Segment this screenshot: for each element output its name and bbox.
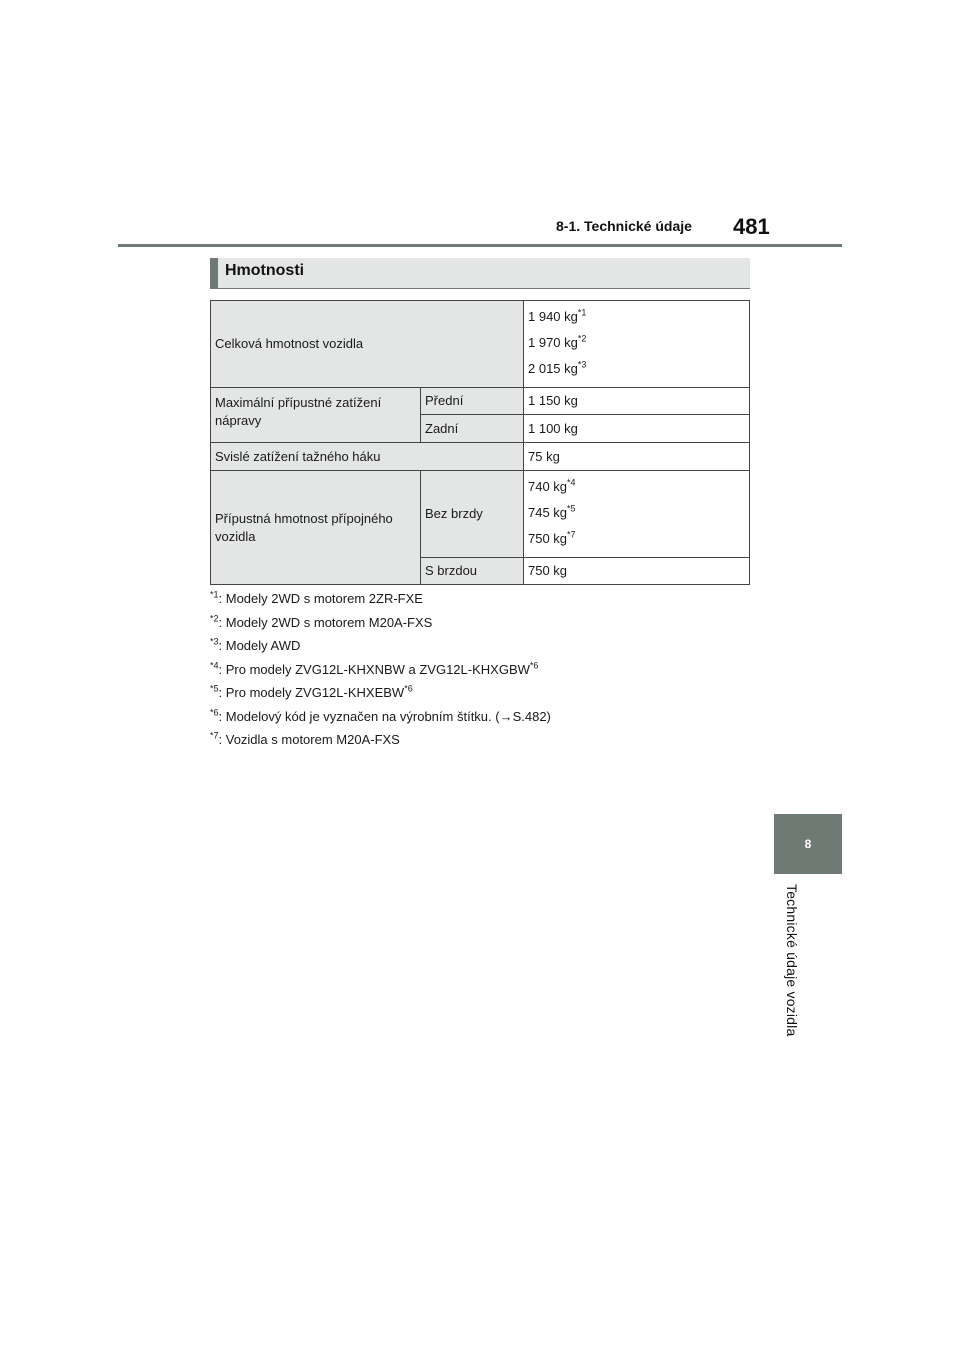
section-heading — [210, 258, 750, 289]
footnote: $^{*3}$: Modely AWD — [210, 636, 301, 653]
footnote: $^{*6}$: Modelový kód je vyznačen na výrobním štítku. (→S.482) — [210, 707, 551, 724]
header-divider — [118, 244, 842, 247]
total-weight-values — [524, 301, 750, 388]
section-title: Hmotnosti — [225, 262, 305, 279]
table-row — [211, 301, 750, 388]
footnote: $^{*2}$: Modely 2WD s motorem M20A-FXS — [210, 613, 433, 630]
trailer-brake-value: 750 kg — [524, 558, 750, 585]
value-line: 740 $kg^{*4}$ — [528, 477, 576, 494]
axle-front-value: 1 150 kg — [524, 388, 750, 415]
trailer-brake-label: S brzdou — [421, 558, 524, 585]
hitch-value: 75 kg — [524, 443, 750, 471]
value-line: 750 $kg^{*7}$ — [528, 529, 576, 546]
running-header-section: 8-1. Technické údaje — [556, 218, 692, 234]
table-row — [211, 388, 750, 415]
value-line: 745 $kg^{*5}$ — [528, 503, 576, 520]
chapter-side-label: Technické údaje vozidla — [784, 884, 800, 1037]
hitch-label: Svislé zatížení tažného háku — [211, 443, 524, 471]
value-line: 1 970 $kg^{*2}$ — [528, 333, 587, 350]
total-weight-label: Celková hmotnost vozidla — [211, 301, 524, 388]
footnote: $^{*4}$: Pro modely ZVG12L-KHXNBW a ZVG12L-KHXGBW$^{*6}$ — [210, 660, 539, 677]
trailer-nobrake-values — [524, 471, 750, 558]
footnote: $^{*5}$: Pro modely ZVG12L-KHXEBW$^{*6}$ — [210, 683, 413, 700]
axle-rear-label: Zadní — [421, 415, 524, 443]
axle-front-label: Přední — [421, 388, 524, 415]
page-number: 481 — [733, 214, 770, 239]
chapter-tab — [774, 814, 842, 874]
chapter-number: 8 — [804, 837, 812, 851]
trailer-label: Přípustná hmotnost přípojného vozidla — [211, 471, 421, 585]
value-line: 1 940 $kg^{*1}$ — [528, 307, 587, 324]
table-row — [211, 471, 750, 558]
table-row — [211, 443, 750, 471]
footnote: $^{*1}$: Modely 2WD s motorem 2ZR-FXE — [210, 589, 423, 606]
footnotes — [210, 590, 551, 755]
axle-rear-value: 1 100 kg — [524, 415, 750, 443]
axle-label: Maximální přípustné zatížení nápravy — [211, 388, 421, 443]
trailer-nobrake-label: Bez brzdy — [421, 471, 524, 558]
heading-accent-bar — [210, 258, 218, 288]
value-line: 2 015 $kg^{*3}$ — [528, 359, 587, 376]
weights-table — [210, 300, 750, 585]
footnote: $^{*7}$: Vozidla s motorem M20A-FXS — [210, 730, 400, 747]
